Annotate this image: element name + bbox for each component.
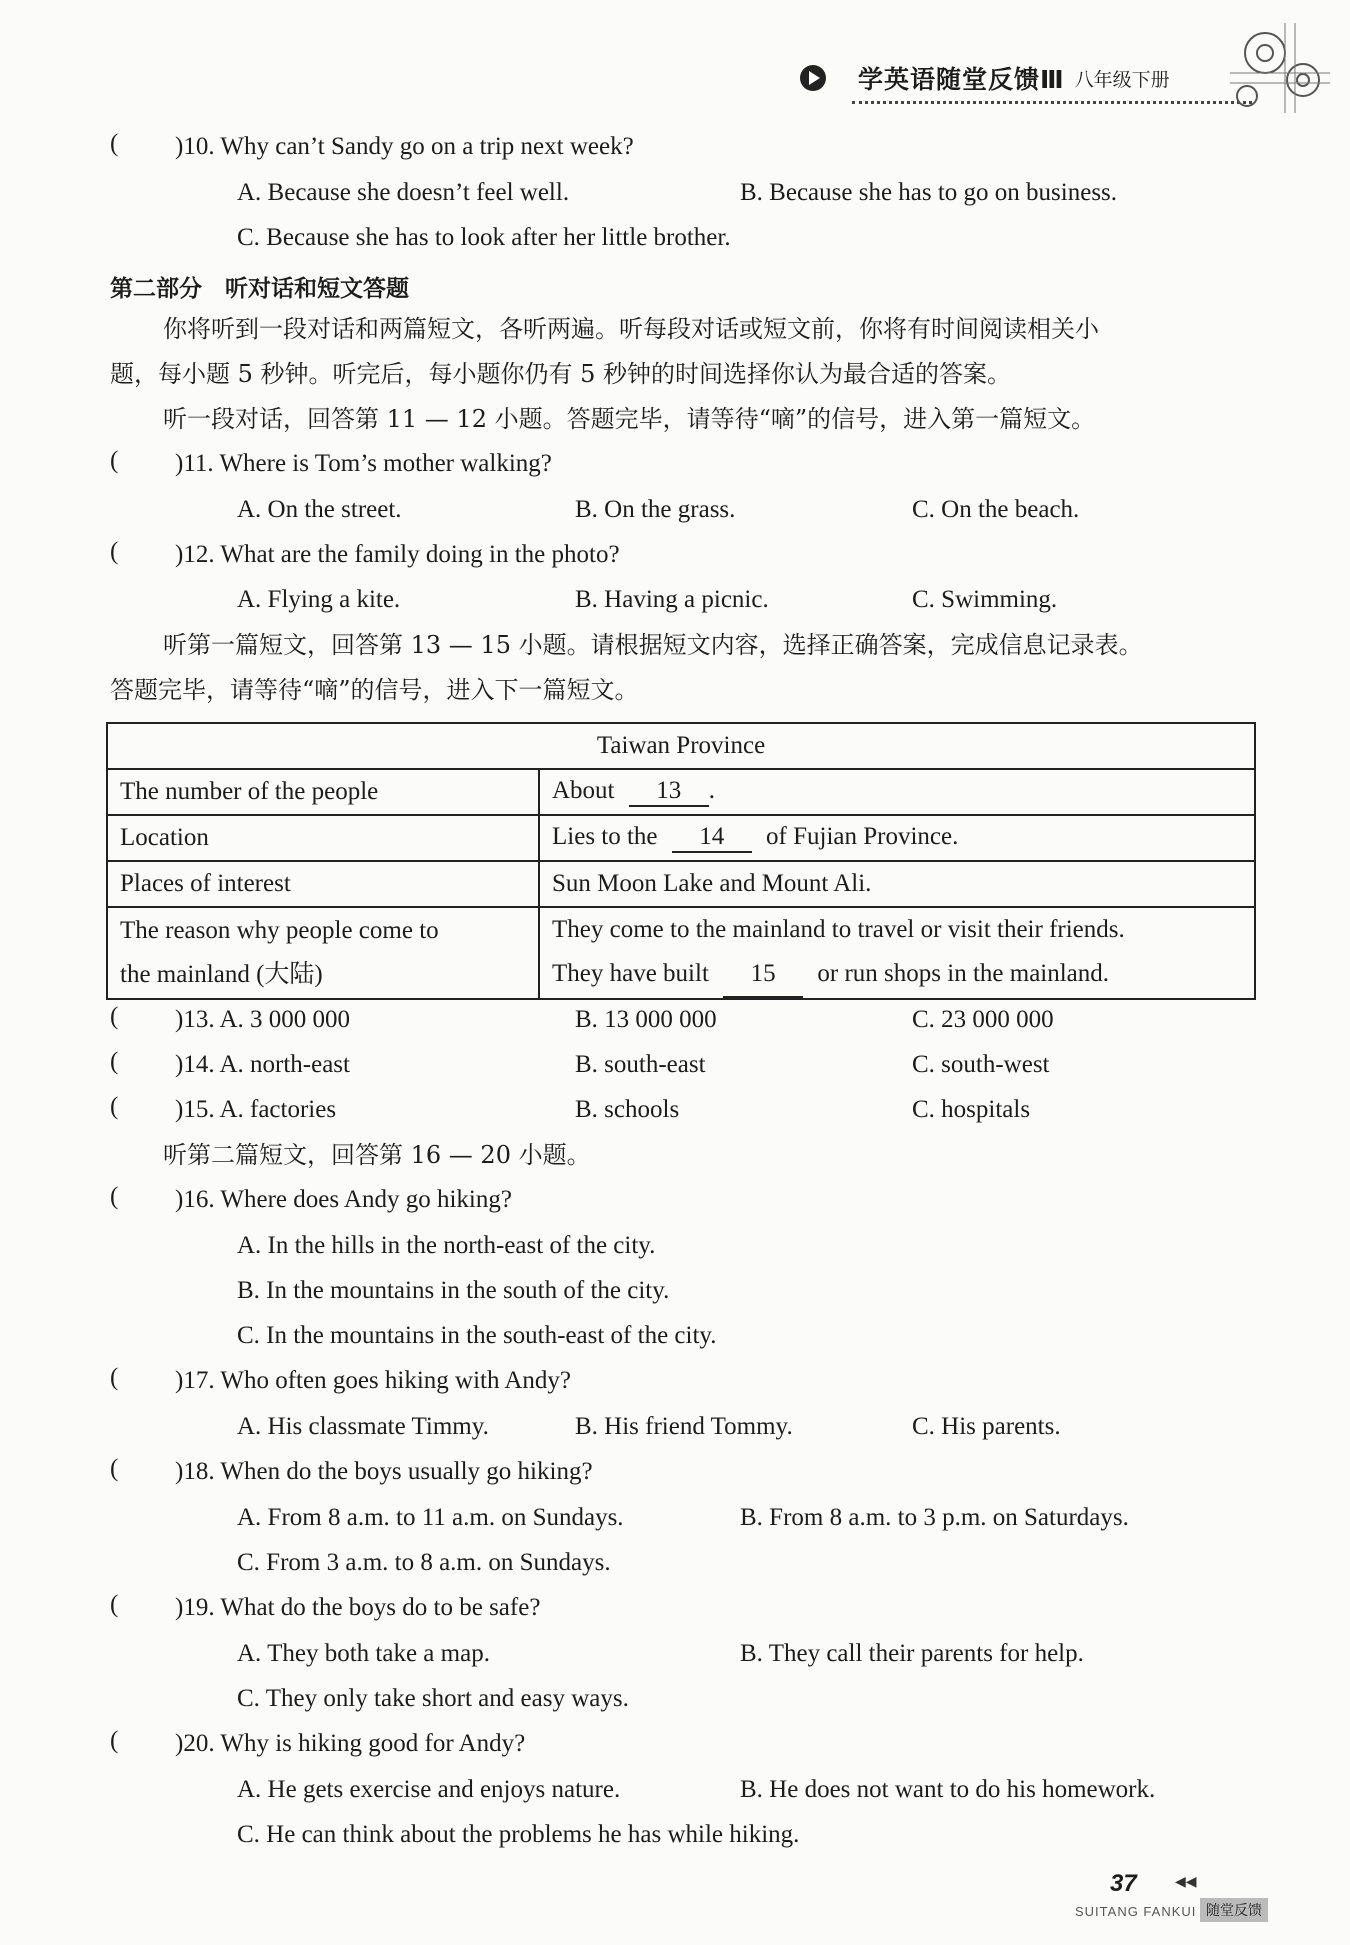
q12-option-c: C. Swimming. bbox=[912, 586, 1058, 613]
blank-14: 14 bbox=[672, 823, 752, 853]
answer-bracket: ( bbox=[110, 447, 119, 474]
table-value bbox=[539, 769, 1255, 815]
q16-option-a: A. In the hills in the north-east of the city. bbox=[237, 1232, 656, 1259]
table-text: They have built bbox=[552, 960, 709, 987]
dialog-instruction: 听一段对话，回答第 11 — 12 小题。答题完毕，请等待“嘀”的信号，进入第一篇短文。 bbox=[163, 405, 1096, 433]
rewind-arrows-icon: ◀◀ bbox=[1175, 1875, 1197, 1890]
question-19: )19. What do the boys do to be safe? bbox=[175, 1594, 541, 1621]
q11-option-c: C. On the beach. bbox=[912, 496, 1080, 523]
q17-option-c: C. His parents. bbox=[912, 1413, 1061, 1440]
q19-option-c: C. They only take short and easy ways. bbox=[237, 1685, 629, 1712]
gear-flower-decoration-icon bbox=[1225, 18, 1335, 118]
answer-bracket: ( bbox=[110, 1455, 119, 1482]
answer-bracket: ( bbox=[110, 1093, 119, 1120]
q18-option-a: A. From 8 a.m. to 11 a.m. on Sundays. bbox=[237, 1504, 624, 1531]
blank-15: 15 bbox=[723, 952, 803, 998]
q12-option-a: A. Flying a kite. bbox=[237, 586, 401, 613]
question-13: )13. A. 3 000 000 bbox=[175, 1006, 350, 1033]
answer-bracket: ( bbox=[110, 1727, 119, 1754]
table-text: They come to the mainland to travel or visit their friends. bbox=[552, 916, 1125, 943]
q13-option-b: B. 13 000 000 bbox=[575, 1006, 717, 1033]
book-subtitle: 八年级下册 bbox=[1074, 68, 1170, 91]
answer-bracket: ( bbox=[110, 1591, 119, 1618]
page-header bbox=[800, 58, 1170, 98]
table-label: Places of interest bbox=[107, 861, 539, 907]
answer-bracket: ( bbox=[110, 1183, 119, 1210]
answer-bracket: ( bbox=[110, 1048, 119, 1075]
table-label-line: The reason why people come to bbox=[120, 917, 439, 944]
question-12: )12. What are the family doing in the photo? bbox=[175, 541, 620, 568]
answer-bracket: ( bbox=[110, 1003, 119, 1030]
q17-option-b: B. His friend Tommy. bbox=[575, 1413, 793, 1440]
passage1-instruction: 听第一篇短文，回答第 13 — 15 小题。请根据短文内容，选择正确答案，完成信息记录表。 bbox=[163, 631, 1143, 659]
footer-badge: 随堂反馈 bbox=[1200, 1898, 1268, 1922]
header-divider bbox=[852, 101, 1252, 104]
table-value bbox=[539, 907, 1255, 999]
table-value: Sun Moon Lake and Mount Ali. bbox=[539, 861, 1255, 907]
question-15: )15. A. factories bbox=[175, 1096, 337, 1123]
q12-option-b: B. Having a picnic. bbox=[575, 586, 769, 613]
question-10: )10. Why can’t Sandy go on a trip next week? bbox=[175, 133, 634, 160]
question-18: )18. When do the boys usually go hiking? bbox=[175, 1458, 593, 1485]
page-number: 37 bbox=[1110, 1870, 1137, 1897]
footer-brand: SUITANG FANKUI bbox=[1075, 1904, 1197, 1919]
table-label bbox=[107, 907, 539, 999]
table-value bbox=[539, 815, 1255, 861]
table-label-line: the mainland (大陆) bbox=[120, 961, 323, 988]
book-title: 学英语随堂反馈Ⅲ bbox=[858, 65, 1065, 94]
table-text: About bbox=[552, 777, 615, 804]
q20-option-b: B. He does not want to do his homework. bbox=[740, 1776, 1156, 1803]
q11-option-b: B. On the grass. bbox=[575, 496, 736, 523]
answer-bracket: ( bbox=[110, 1364, 119, 1391]
table-text: Lies to the bbox=[552, 823, 658, 850]
q11-option-a: A. On the street. bbox=[237, 496, 402, 523]
q10-option-a: A. Because she doesn’t feel well. bbox=[237, 179, 570, 206]
q16-option-c: C. In the mountains in the south-east of the city. bbox=[237, 1322, 717, 1349]
table-label: Location bbox=[107, 815, 539, 861]
table-text: of Fujian Province. bbox=[766, 823, 959, 850]
table-text: or run shops in the mainland. bbox=[817, 960, 1110, 987]
passage1-instruction-cont: 答题完毕，请等待“嘀”的信号，进入下一篇短文。 bbox=[110, 676, 639, 704]
part2-intro-line2: 题，每小题 5 秒钟。听完后，每小题你仍有 5 秒钟的时间选择你认为最合适的答案。 bbox=[110, 360, 1012, 388]
question-11: )11. Where is Tom’s mother walking? bbox=[175, 450, 552, 477]
table-label: The number of the people bbox=[107, 769, 539, 815]
q16-option-b: B. In the mountains in the south of the city. bbox=[237, 1277, 670, 1304]
table-text: . bbox=[708, 777, 715, 804]
section-heading: 第二部分 听对话和短文答题 bbox=[110, 276, 409, 302]
table-title: Taiwan Province bbox=[107, 723, 1255, 769]
q14-option-c: C. south-west bbox=[912, 1051, 1050, 1078]
q20-option-c: C. He can think about the problems he has while hiking. bbox=[237, 1821, 800, 1848]
q18-option-c: C. From 3 a.m. to 8 a.m. on Sundays. bbox=[237, 1549, 611, 1576]
q10-option-b: B. Because she has to go on business. bbox=[740, 179, 1118, 206]
question-20: )20. Why is hiking good for Andy? bbox=[175, 1730, 526, 1757]
answer-bracket: ( bbox=[110, 538, 119, 565]
q14-option-b: B. south-east bbox=[575, 1051, 706, 1078]
info-record-table bbox=[106, 722, 1256, 1000]
question-17: )17. Who often goes hiking with Andy? bbox=[175, 1367, 572, 1394]
question-14: )14. A. north-east bbox=[175, 1051, 350, 1078]
blank-13: 13 bbox=[629, 777, 709, 807]
question-16: )16. Where does Andy go hiking? bbox=[175, 1186, 512, 1213]
part2-intro-line1: 你将听到一段对话和两篇短文，各听两遍。听每段对话或短文前，你将有时间阅读相关小 bbox=[163, 315, 1099, 343]
q20-option-a: A. He gets exercise and enjoys nature. bbox=[237, 1776, 621, 1803]
answer-bracket: ( bbox=[110, 130, 119, 157]
q17-option-a: A. His classmate Timmy. bbox=[237, 1413, 489, 1440]
q15-option-b: B. schools bbox=[575, 1096, 680, 1123]
q10-option-c: C. Because she has to look after her little brother. bbox=[237, 224, 731, 251]
q13-option-c: C. 23 000 000 bbox=[912, 1006, 1054, 1033]
play-icon bbox=[800, 65, 826, 91]
q19-option-b: B. They call their parents for help. bbox=[740, 1640, 1084, 1667]
passage2-instruction: 听第二篇短文，回答第 16 — 20 小题。 bbox=[163, 1141, 591, 1169]
q15-option-c: C. hospitals bbox=[912, 1096, 1031, 1123]
q19-option-a: A. They both take a map. bbox=[237, 1640, 490, 1667]
table-text-line bbox=[552, 952, 1242, 998]
q18-option-b: B. From 8 a.m. to 3 p.m. on Saturdays. bbox=[740, 1504, 1129, 1531]
